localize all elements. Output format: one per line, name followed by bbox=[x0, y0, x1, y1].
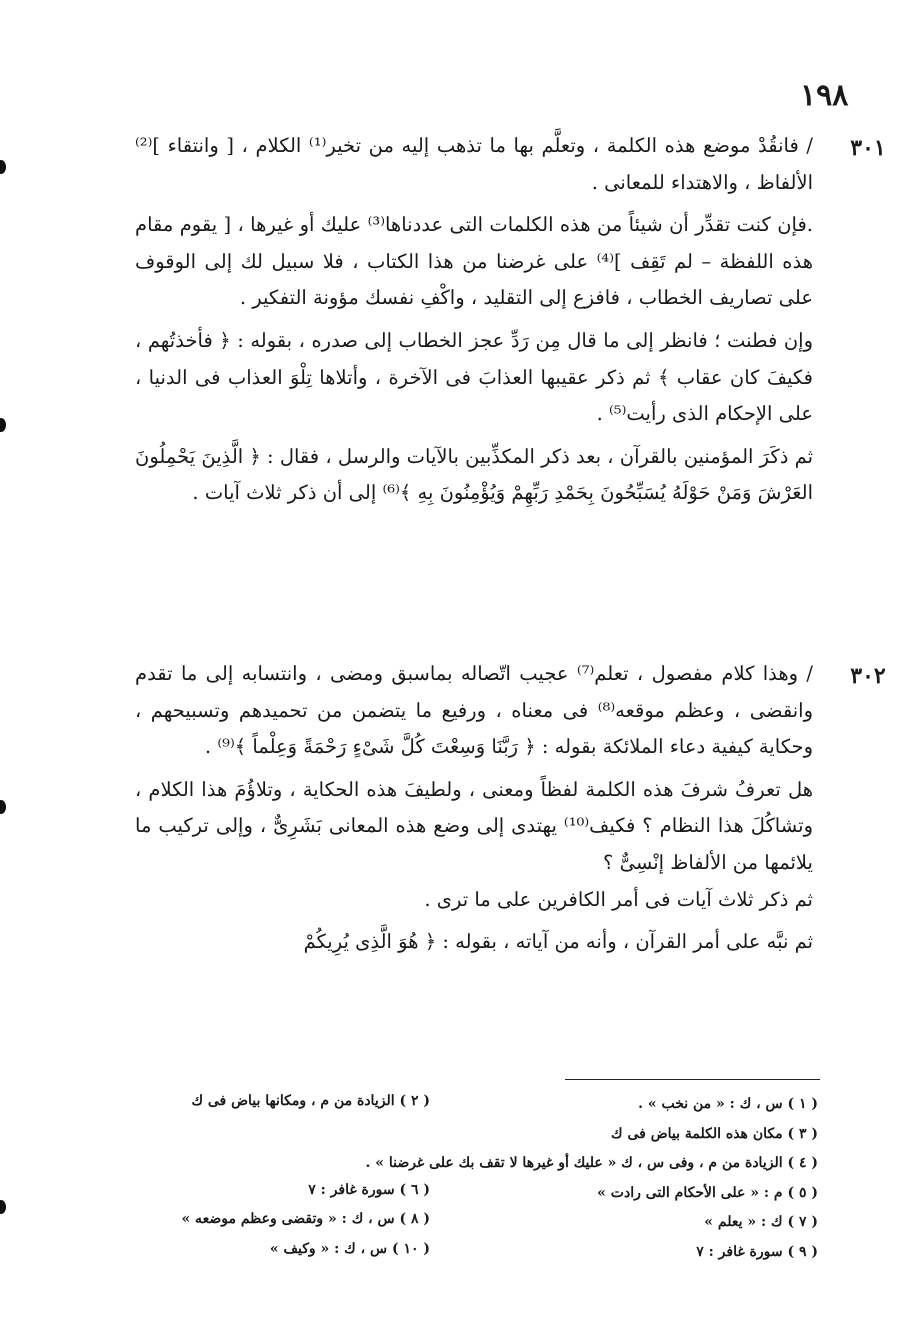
paragraph: وإن فطنت ؛ فانظر إلى ما قال مِن رَدِّ عجز الخطاب إلى صدره ، بقوله : ﴿ فأخذتُهم ، فكيفَ كان عقاب ﴾ ثم ذكر عقيبها العذابَ فى الآخرة ، وأتلاها تِلْوَ العذاب فى الدنيا ، على الإحكام الذى رأيت⁽⁵⁾ . bbox=[135, 328, 813, 426]
footnote-divider bbox=[565, 1079, 820, 1080]
body-text-section-302 bbox=[135, 656, 813, 961]
section-number-301: ٣٠١ bbox=[850, 135, 886, 161]
page-number: ١٩٨ bbox=[800, 78, 849, 113]
footnotes-left-column bbox=[130, 1087, 430, 1265]
paragraph: ثم ذكَرَ المؤمنين بالقرآن ، بعد ذكر المكذِّبين بالآيات والرسل ، فقال : ﴿ الَّذِينَ يَحْمِلُونَ العَرْشَ وَمَنْ حَوْلَهُ يُسَبِّحُونَ بِحَمْدِ رَبِّهِمْ وَيُؤْمِنُونَ بِهِ ﴾⁽⁶⁾ إلى أن ذكر ثلاث آيات . bbox=[135, 444, 813, 505]
footnote-spacer bbox=[130, 1146, 430, 1176]
scan-edge-mark bbox=[0, 1200, 6, 1214]
footnote: ( ٩ ) سورة غافر : ٧ bbox=[696, 1243, 818, 1260]
footnote: ( ٢ ) الزيادة من م ، ومكانها بياض فى ك bbox=[191, 1093, 430, 1109]
paragraph: .فإن كنت تقدِّر أن شيئاً من هذه الكلمات التى عددناها⁽³⁾ عليك أو غيرها ، [ يقوم مقام هذه اللفظة – لم تَقِف ]⁽⁴⁾ على غرضنا من هذا الكتاب ، فلا سبيل لك إلى الوقوف على تصاريف الخطاب ، فافزع إلى التقليد ، واكْفِ نفسك مؤونة التفكير . bbox=[135, 213, 813, 310]
footnote: ( ١ ) س ، ك : « من نخب » . bbox=[638, 1096, 818, 1112]
body-text-section-301 bbox=[135, 128, 813, 512]
footnote-spacer bbox=[130, 1117, 430, 1147]
paragraph: / فانقُدْ موضع هذه الكلمة ، وتعلَّم بها ما تذهب إليه من تخير⁽¹⁾ الكلام ، [ وانتقاء ]⁽²⁾ الألفاظ ، والاهتداء للمعانى . bbox=[135, 134, 813, 194]
footnote: ( ٣ ) مكان هذه الكلمة بياض فى ك bbox=[611, 1125, 818, 1142]
scan-edge-mark bbox=[0, 418, 6, 432]
footnote: ( ٦ ) سورة غافر : ٧ bbox=[308, 1181, 430, 1198]
paragraph: ثم نبَّه على أمر القرآن ، وأنه من آياته ، بقوله : ﴿ هُوَ الَّذِى يُرِيكُمْ bbox=[303, 930, 813, 954]
scan-edge-mark bbox=[0, 160, 6, 174]
footnote: ( ٥ ) م : « على الأحكام التى رادت » bbox=[597, 1184, 818, 1201]
footnote: ( ٤ ) الزيادة من م ، وفى س ، ك « عليك أو غيرها لا تقف بك على غرضنا » . bbox=[365, 1155, 818, 1172]
footnote: ( ١٠ ) س ، ك : « وكيف » bbox=[269, 1240, 430, 1257]
scan-edge-mark bbox=[0, 800, 6, 814]
section-number-302: ٣٠٢ bbox=[850, 663, 886, 689]
paragraph: ثم ذكر ثلاث آيات فى أمر الكافرين على ما ترى . bbox=[424, 887, 813, 911]
paragraph: هل تعرفُ شرفَ هذه الكلمة لفظاً ومعنى ، ولطيفَ هذه الحكاية ، وتلاؤُمَ هذا الكلام ، وتشاكُلَ هذا النظام ؟ فكيف⁽¹⁰⁾ يهتدى إلى وضع هذه المعانى بَشَرِىٌّ ، وإلى تركيب ما يلائمها من الألفاظ إنْسِىٌّ ؟ bbox=[135, 777, 813, 874]
footnote: ( ٧ ) ك : « يعلم » bbox=[704, 1214, 818, 1231]
paragraph: / وهذا كلام مفصول ، تعلم⁽⁷⁾ عجيب اتّصاله بماسبق ومضى ، وانتسابه إلى ما تقدم وانقضى ، وعظم موقعه⁽⁸⁾ فى معناه ، ورفيع ما يتضمن من تحميدهم وتسبيحهم ، وحكاية كيفية دعاء الملائكة بقوله : ﴿ رَبَّنَا وَسِعْتَ كُلَّ شَىْءٍ رَحْمَةً وَعِلْماً ﴾⁽⁹⁾ . bbox=[135, 662, 813, 759]
footnote: ( ٨ ) س ، ك : « وتقضى وعظم موضعه » bbox=[181, 1211, 430, 1228]
